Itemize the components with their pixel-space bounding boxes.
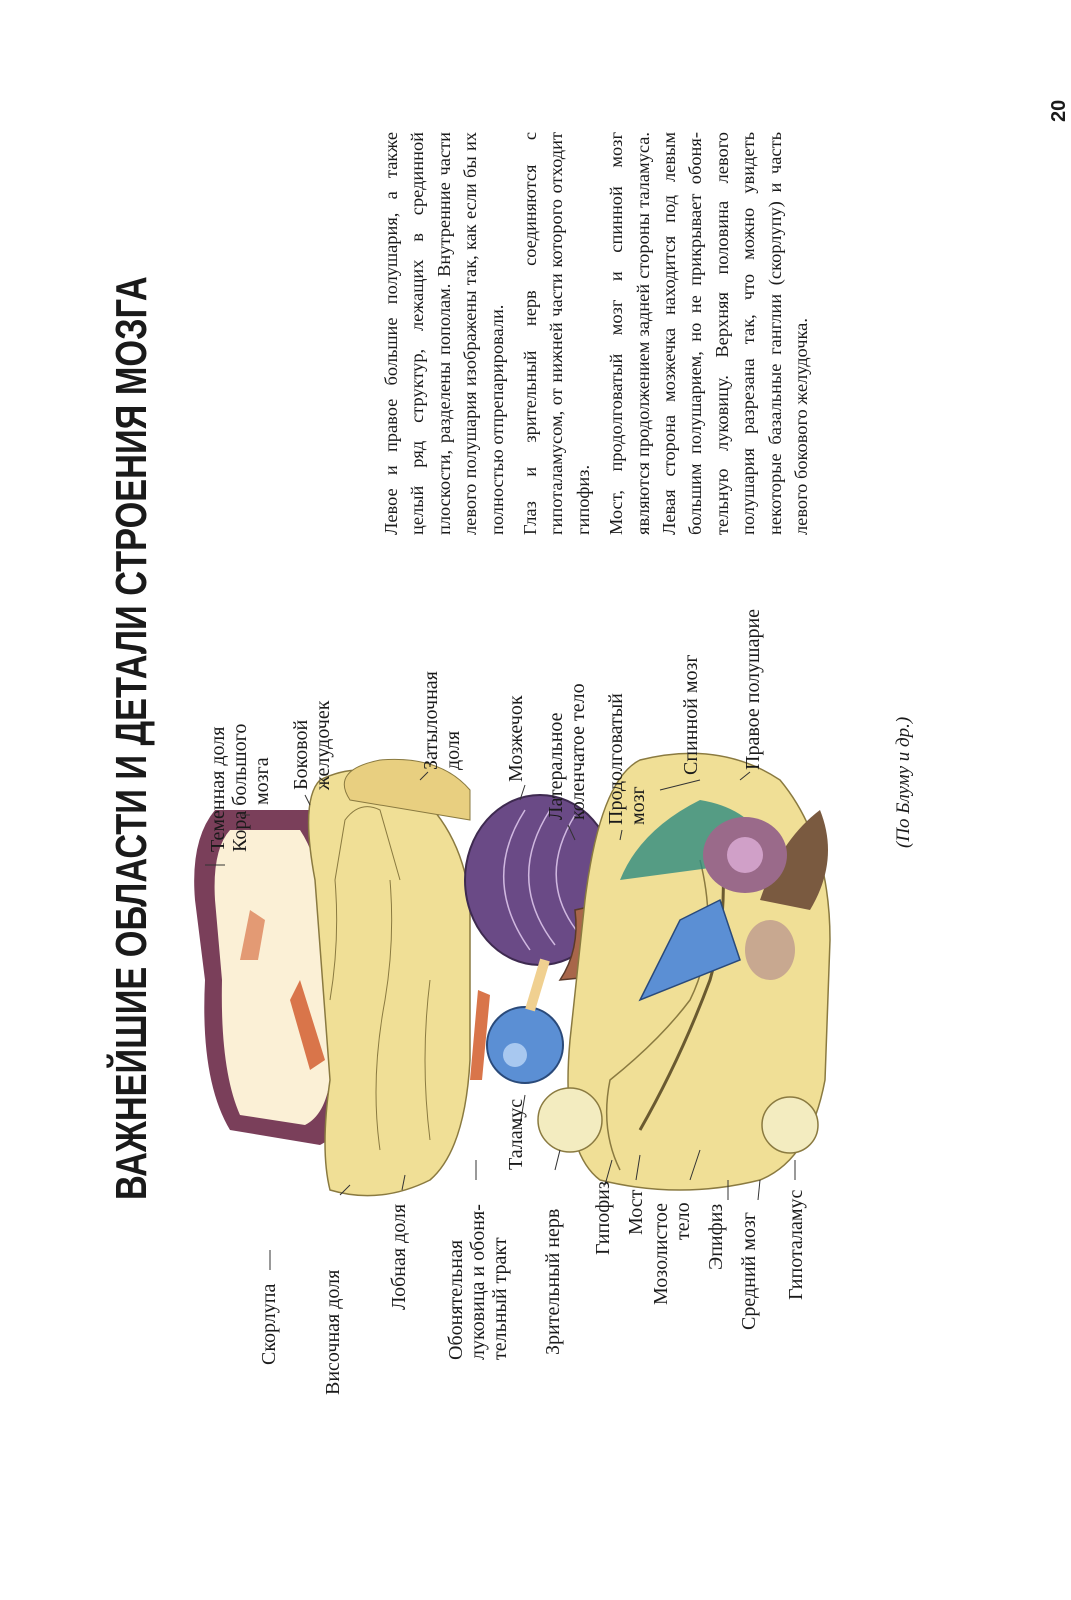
- label-lgn-2: коленчатое тело: [567, 683, 589, 820]
- label-midbrain: Средний мозг: [738, 1212, 760, 1330]
- label-cortex-1: Кора большого: [229, 723, 251, 852]
- label-olfactory-1: Обонятельная: [445, 1239, 467, 1360]
- label-corpus-callosum-1: Мозолистое: [650, 1203, 672, 1305]
- body-paragraph-2: Глаз и зрительный нерв соединяются с гипоталамусом, от нижней части которого отходит гипофиз.: [520, 132, 593, 535]
- body-paragraph-3: Мост, продолговатый мозг и спинной мозг являются продолжением задней стороны таламуса. Левая сторона мозжечка находится под левым большим полушарием, но не прикрывает обонятельную луковицу. Верхняя половина левого полушария разрезана так, что можно увидеть некоторые базальные ганглии (скорлупу) и часть левого бокового желудочка.: [606, 132, 812, 535]
- label-corpus-callosum-2: тело: [672, 1202, 694, 1240]
- label-optic-nerve: Зрительный нерв: [542, 1208, 564, 1355]
- label-pons: Мост: [625, 1189, 647, 1235]
- body-paragraph-1: Левое и правое большие полушария, а также целый ряд структур, лежащих в срединной плоскости, разделены пополам. Внутренние части левого полушария изображены так, как если бы их полностью отпрепарировали.: [381, 132, 507, 535]
- label-medulla-2: мозг: [627, 786, 649, 825]
- label-occipital-2: доля: [442, 730, 464, 770]
- label-lateral-ventricle-1: Боковой: [290, 719, 312, 790]
- label-right-hemisphere: Правое полушарие: [742, 608, 764, 770]
- label-parietal-lobe: Теменная доля: [207, 726, 229, 852]
- body-text: [378, 132, 822, 535]
- label-thalamus: Таламус: [505, 1098, 527, 1170]
- page-number: 20: [1048, 99, 1070, 122]
- label-hypothalamus: Гипоталамус: [785, 1189, 807, 1300]
- label-pineal: Эпифиз: [705, 1203, 727, 1270]
- label-lateral-ventricle-2: желудочек: [312, 700, 334, 790]
- label-occipital-1: Затылочная: [420, 671, 442, 770]
- label-olfactory-2: луковица и обоня-: [467, 1204, 489, 1360]
- label-spinal-cord: Спинной мозг: [680, 654, 702, 775]
- lobes: [309, 770, 490, 1196]
- image-credit: (По Блуму и др.): [893, 716, 914, 848]
- label-lgn-1: Латеральное: [545, 712, 567, 820]
- label-olfactory-3: тельный тракт: [489, 1237, 511, 1360]
- label-temporal-lobe: Височная доля: [322, 1269, 344, 1395]
- label-frontal-lobe: Лобная доля: [388, 1203, 410, 1310]
- eye: [487, 960, 563, 1083]
- label-cortex-2: мозга: [251, 757, 273, 805]
- page-title: ВАЖНЕЙШИЕ ОБЛАСТИ И ДЕТАЛИ СТРОЕНИЯ МОЗГА: [107, 276, 156, 1200]
- label-putamen: Скорлупа: [258, 1283, 280, 1365]
- label-pituitary: Гипофиз: [592, 1181, 614, 1255]
- label-medulla-1: Продолговатый: [605, 693, 627, 825]
- label-cerebellum: Мозжечок: [505, 695, 527, 782]
